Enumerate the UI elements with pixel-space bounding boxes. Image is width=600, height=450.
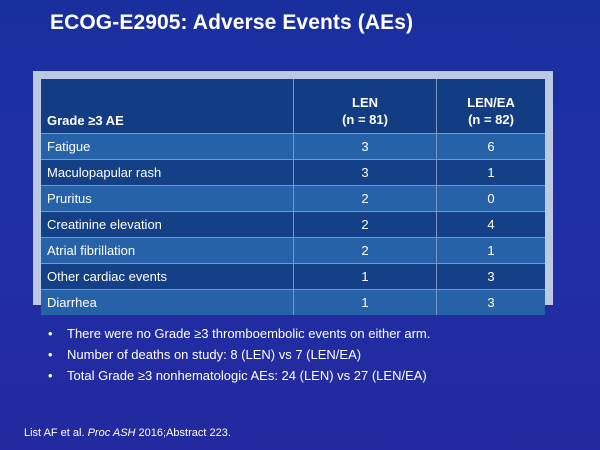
bullet-dot-icon: •	[48, 347, 53, 362]
row-ae: Pruritus	[41, 186, 294, 212]
slide-title: ECOG-E2905: Adverse Events (AEs)	[50, 11, 414, 34]
row-len-value: 2	[294, 212, 437, 238]
bullet-text: There were no Grade ≥3 thromboembolic events on either arm.	[67, 326, 431, 341]
row-lenea-value: 3	[437, 264, 546, 290]
table-row	[41, 238, 545, 264]
bullet-text: Total Grade ≥3 nonhematologic AEs: 24 (LEN) vs 27 (LEN/EA)	[67, 368, 427, 383]
table-row	[41, 212, 545, 238]
row-lenea-value: 4	[437, 212, 546, 238]
citation-authors: List AF et al.	[24, 427, 85, 439]
row-lenea-value: 1	[437, 160, 546, 186]
row-len-value: 3	[294, 160, 437, 186]
adverse-events-table	[41, 79, 545, 315]
row-len-value: 2	[294, 186, 437, 212]
row-ae: Creatinine elevation	[41, 212, 294, 238]
citation-journal: Proc ASH	[87, 427, 136, 439]
row-lenea-value: 6	[437, 134, 546, 160]
table-row	[41, 290, 545, 316]
header-len	[294, 79, 437, 134]
table-row	[41, 160, 545, 186]
adverse-events-table-frame	[33, 71, 553, 310]
bullet-item	[48, 326, 430, 347]
row-len-value: 3	[294, 134, 437, 160]
header-lenea-n: (n = 82)	[468, 112, 514, 127]
row-ae: Atrial fibrillation	[41, 238, 294, 264]
row-lenea-value: 1	[437, 238, 546, 264]
row-len-value: 2	[294, 238, 437, 264]
row-lenea-value: 0	[437, 186, 546, 212]
bullet-dot-icon: •	[48, 368, 53, 383]
row-len-value: 1	[294, 264, 437, 290]
bullet-item	[48, 368, 430, 389]
citation	[24, 427, 231, 439]
table-row	[41, 264, 545, 290]
header-lenea	[437, 79, 546, 134]
row-lenea-value: 3	[437, 290, 546, 316]
bullet-text: Number of deaths on study: 8 (LEN) vs 7 (LEN/EA)	[67, 347, 362, 362]
bullet-item	[48, 347, 430, 368]
header-grade-ae: Grade ≥3 AE	[41, 79, 294, 134]
table-row	[41, 134, 545, 160]
header-len-n: (n = 81)	[342, 112, 388, 127]
citation-details: 2016;Abstract 223.	[138, 427, 231, 439]
table-row	[41, 186, 545, 212]
header-len-label: LEN	[352, 95, 378, 110]
header-lenea-label: LEN/EA	[467, 95, 515, 110]
row-ae: Other cardiac events	[41, 264, 294, 290]
row-ae: Fatigue	[41, 134, 294, 160]
row-len-value: 1	[294, 290, 437, 316]
bullet-dot-icon: •	[48, 326, 53, 341]
table-header-row	[41, 79, 545, 134]
row-ae: Maculopapular rash	[41, 160, 294, 186]
row-ae: Diarrhea	[41, 290, 294, 316]
bullet-list	[48, 326, 430, 389]
